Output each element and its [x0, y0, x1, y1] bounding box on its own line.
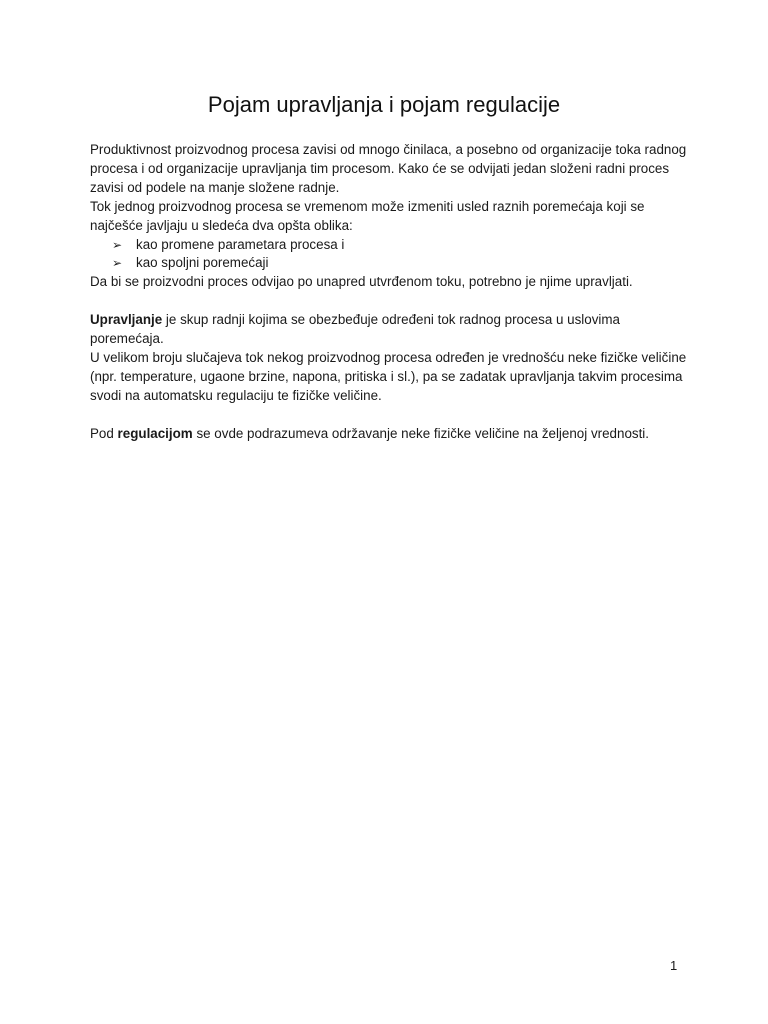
definition-text: se ovde podrazumeva održavanje neke fizičke veličine na željenoj vrednosti. — [192, 425, 650, 441]
list-item — [90, 254, 690, 273]
arrow-bullet-icon: ➢ — [112, 237, 123, 252]
definition-text: je skup radnji kojima se obezbeđuje određeni tok radnog procesa u uslovima poremećaja. — [90, 312, 620, 347]
paragraph-physical-quantity: U velikom broju slučajeva tok nekog proizvodnog procesa određen je vrednošću neke fizičke veličine (npr. temperature, ugaone brzine, napona, pritiska i sl.), pa se zadatak upravljanja takvim procesima svodi na automatsku regulaciju te fizičke veličine. — [90, 349, 687, 403]
document-body — [90, 141, 690, 443]
list-item — [90, 236, 690, 255]
arrow-bullet-icon: ➢ — [112, 256, 123, 271]
list-item-text: kao spoljni poremećaji — [136, 255, 269, 271]
paragraph-spacer — [90, 292, 690, 311]
page-title: Pojam upravljanja i pojam regulacije — [207, 92, 561, 117]
paragraph-intro: Produktivnost proizvodnog procesa zavisi od mnogo činilaca, a posebno od organizacije toka radnog procesa i od organizacije upravljanja tim procesom. Kako će se odvijati jedan složeni radni proces zavisi od podele na manje složene radnje. — [90, 142, 687, 195]
paragraph-control-need: Da bi se proizvodni proces odvijao po unapred utvrđenom toku, potrebno je njime upravljati. — [90, 274, 633, 290]
list-item-text: kao promene parametara procesa i — [136, 236, 345, 252]
term-upravljanje: Upravljanje — [90, 312, 163, 328]
page-number: 1 — [670, 958, 678, 973]
paragraph-spacer — [90, 406, 690, 425]
term-regulacija: regulacijom — [117, 425, 193, 441]
paragraph-disturbances: Tok jednog proizvodnog procesa se vremenom može izmeniti usled raznih poremećaja koji se najčešće javljaju u sledeća dva opšta oblika: — [90, 198, 645, 233]
definition-prefix: Pod — [90, 425, 118, 441]
paragraph-definition-regulacija — [90, 425, 690, 444]
bullet-list — [90, 236, 690, 274]
paragraph-definition-upravljanje — [90, 311, 690, 349]
